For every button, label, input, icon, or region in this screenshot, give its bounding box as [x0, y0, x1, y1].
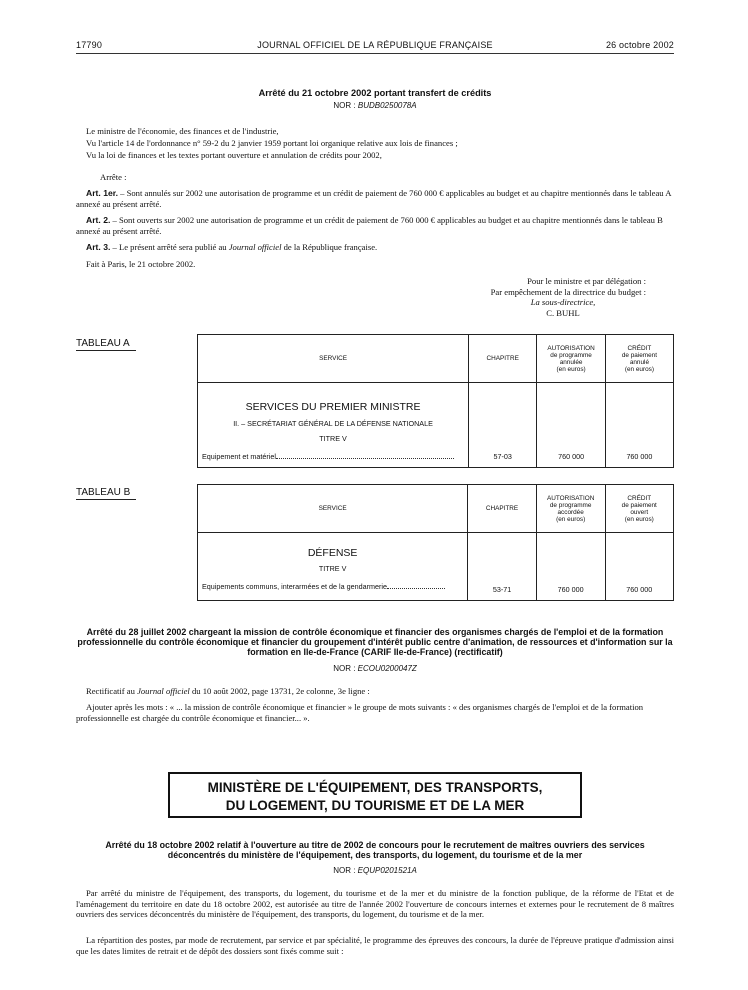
arrete2-text: Ajouter après les mots : « ... la mission de contrôle économique et financier » le groupe de mots suivants : « des organismes chargés de l'emploi et de la formation professionnelle est chargée du contrôle économique et financier... ». [76, 702, 644, 723]
col-credit: CRÉDIT de paiement annulé (en euros) [605, 335, 673, 383]
arrete3-para2: La répartition des postes, par mode de recrutement, par service et par spécialité, le programme des épreuves des concours, la durée de l'épreuve pratique d'admission ainsi que les dates limites de retrait et de dépôt des dossiers sont fixés comme suit : [76, 935, 674, 956]
cell-credit: 760 000 [605, 383, 673, 468]
arrete2-title: Arrêté du 28 juillet 2002 chargeant la mission de contrôle économique et financier des organismes chargés de l'emploi et de la formation professionnelle du contrôle économique et financier du groupement d'intérêt public centre d'animation, de ressources et d'information sur la formation en Ile-de-France (CARIF Ile-de-France) (rectificatif) [77, 627, 673, 657]
arrete1-nor: NOR : BUDB0250078A [333, 101, 417, 110]
arrete1-art3: Art. 3. – Le présent arrêté sera publié au Journal officiel de la République française. [86, 242, 378, 252]
cell-credit: 760 000 [605, 533, 673, 601]
table-row: Equipement et matériel [198, 452, 468, 461]
tableau-b [197, 484, 674, 601]
col-autorisation: AUTORISATION de programme accordée (en euros) [536, 485, 605, 533]
arrete1-line3: Vu la loi de finances et les textes portant ouverture et annulation de crédits pour 2002, [86, 150, 382, 160]
tableau-a-label: TABLEAU A [76, 338, 136, 351]
header-date: 26 octobre 2002 [605, 40, 674, 50]
arrete3-title: Arrêté du 18 octobre 2002 relatif à l'ouverture au titre de 2002 de concours pour le recrutement de maîtres ouvriers des services déconcentrés du ministère de l'équipement, des transports, du logement, du tourisme et de la mer [105, 840, 645, 860]
col-autorisation: AUTORISATION de programme annulée (en euros) [537, 335, 606, 383]
tableau-a-service: SERVICES DU PREMIER MINISTRE II. – SECRÉTARIAT GÉNÉRAL DE LA DÉFENSE NATIONALE TITRE V Equipement et matériel [198, 383, 469, 468]
col-credit: CRÉDIT de paiement ouvert (en euros) [605, 485, 673, 533]
arrete1-art2: Art. 2. – Sont ouverts sur 2002 une autorisation de programme et un crédit de paiement de 760 000 € applicables au budget et au chapitre mentionnés dans le tableau B annexé au présent arrêté. [76, 215, 663, 236]
cell-chapitre: 57-03 [469, 383, 537, 468]
arrete1-fait: Fait à Paris, le 21 octobre 2002. [86, 259, 196, 269]
page-number: 17790 [76, 40, 103, 50]
signature-block: Pour le ministre et par délégation : Par empêchement de la directrice du budget : La sous-directrice, C. BUHL [490, 276, 646, 318]
arrete1-line1: Le ministre de l'économie, des finances et de l'industrie, [86, 126, 279, 136]
arrete3-nor: NOR : EQUP0201521A [333, 866, 417, 875]
arrete1-line2: Vu l'article 14 de l'ordonnance n° 59-2 du 2 janvier 1959 portant loi organique relative aux lois de finances ; [86, 138, 458, 148]
arrete2-rectificatif: Rectificatif au Journal officiel du 10 août 2002, page 13731, 2e colonne, 3e ligne : [86, 686, 370, 696]
table-row: Equipements communs, interarmées et de la gendarmerie [198, 582, 467, 591]
col-service: SERVICE [198, 335, 469, 383]
col-chapitre: CHAPITRE [468, 485, 537, 533]
tableau-a [197, 334, 674, 468]
cell-autorisation: 760 000 [537, 383, 606, 468]
header-rule [76, 53, 674, 54]
ministere-heading: MINISTÈRE DE L'ÉQUIPEMENT, DES TRANSPORTS, DU LOGEMENT, DU TOURISME ET DE LA MER [168, 772, 582, 818]
cell-chapitre: 53-71 [468, 533, 537, 601]
arrete3-para1: Par arrêté du ministre de l'équipement, des transports, du logement, du tourisme et de la mer et du ministre de la fonction publique, de la réforme de l'Etat et de l'aménagement du territoire en date du 18 octobre 2002, est autorisée au titre de l'année 2002 l'ouverture de concours internes et externes pour le recrutement de 8 maîtres ouvriers des services déconcentrés du ministère de l'équipement, des transports, du logement, du tourisme et de la mer. [76, 888, 674, 919]
arrete1-title: Arrêté du 21 octobre 2002 portant transfert de crédits [258, 88, 492, 98]
tableau-b-service: DÉFENSE TITRE V Equipements communs, interarmées et de la gendarmerie [198, 533, 468, 601]
col-service: SERVICE [198, 485, 468, 533]
arrete1-arrete: Arrête : [100, 172, 127, 182]
arrete1-art1: Art. 1er. – Sont annulés sur 2002 une autorisation de programme et un crédit de paiement de 760 000 € applicables au budget et au chapitre mentionnés dans le tableau A annexé au présent arrêté. [76, 188, 671, 209]
arrete2-nor: NOR : ECOU0200047Z [333, 664, 417, 673]
tableau-b-label: TABLEAU B [76, 487, 136, 500]
col-chapitre: CHAPITRE [469, 335, 537, 383]
journal-title: JOURNAL OFFICIEL DE LA RÉPUBLIQUE FRANÇAISE [257, 40, 493, 50]
cell-autorisation: 760 000 [536, 533, 605, 601]
